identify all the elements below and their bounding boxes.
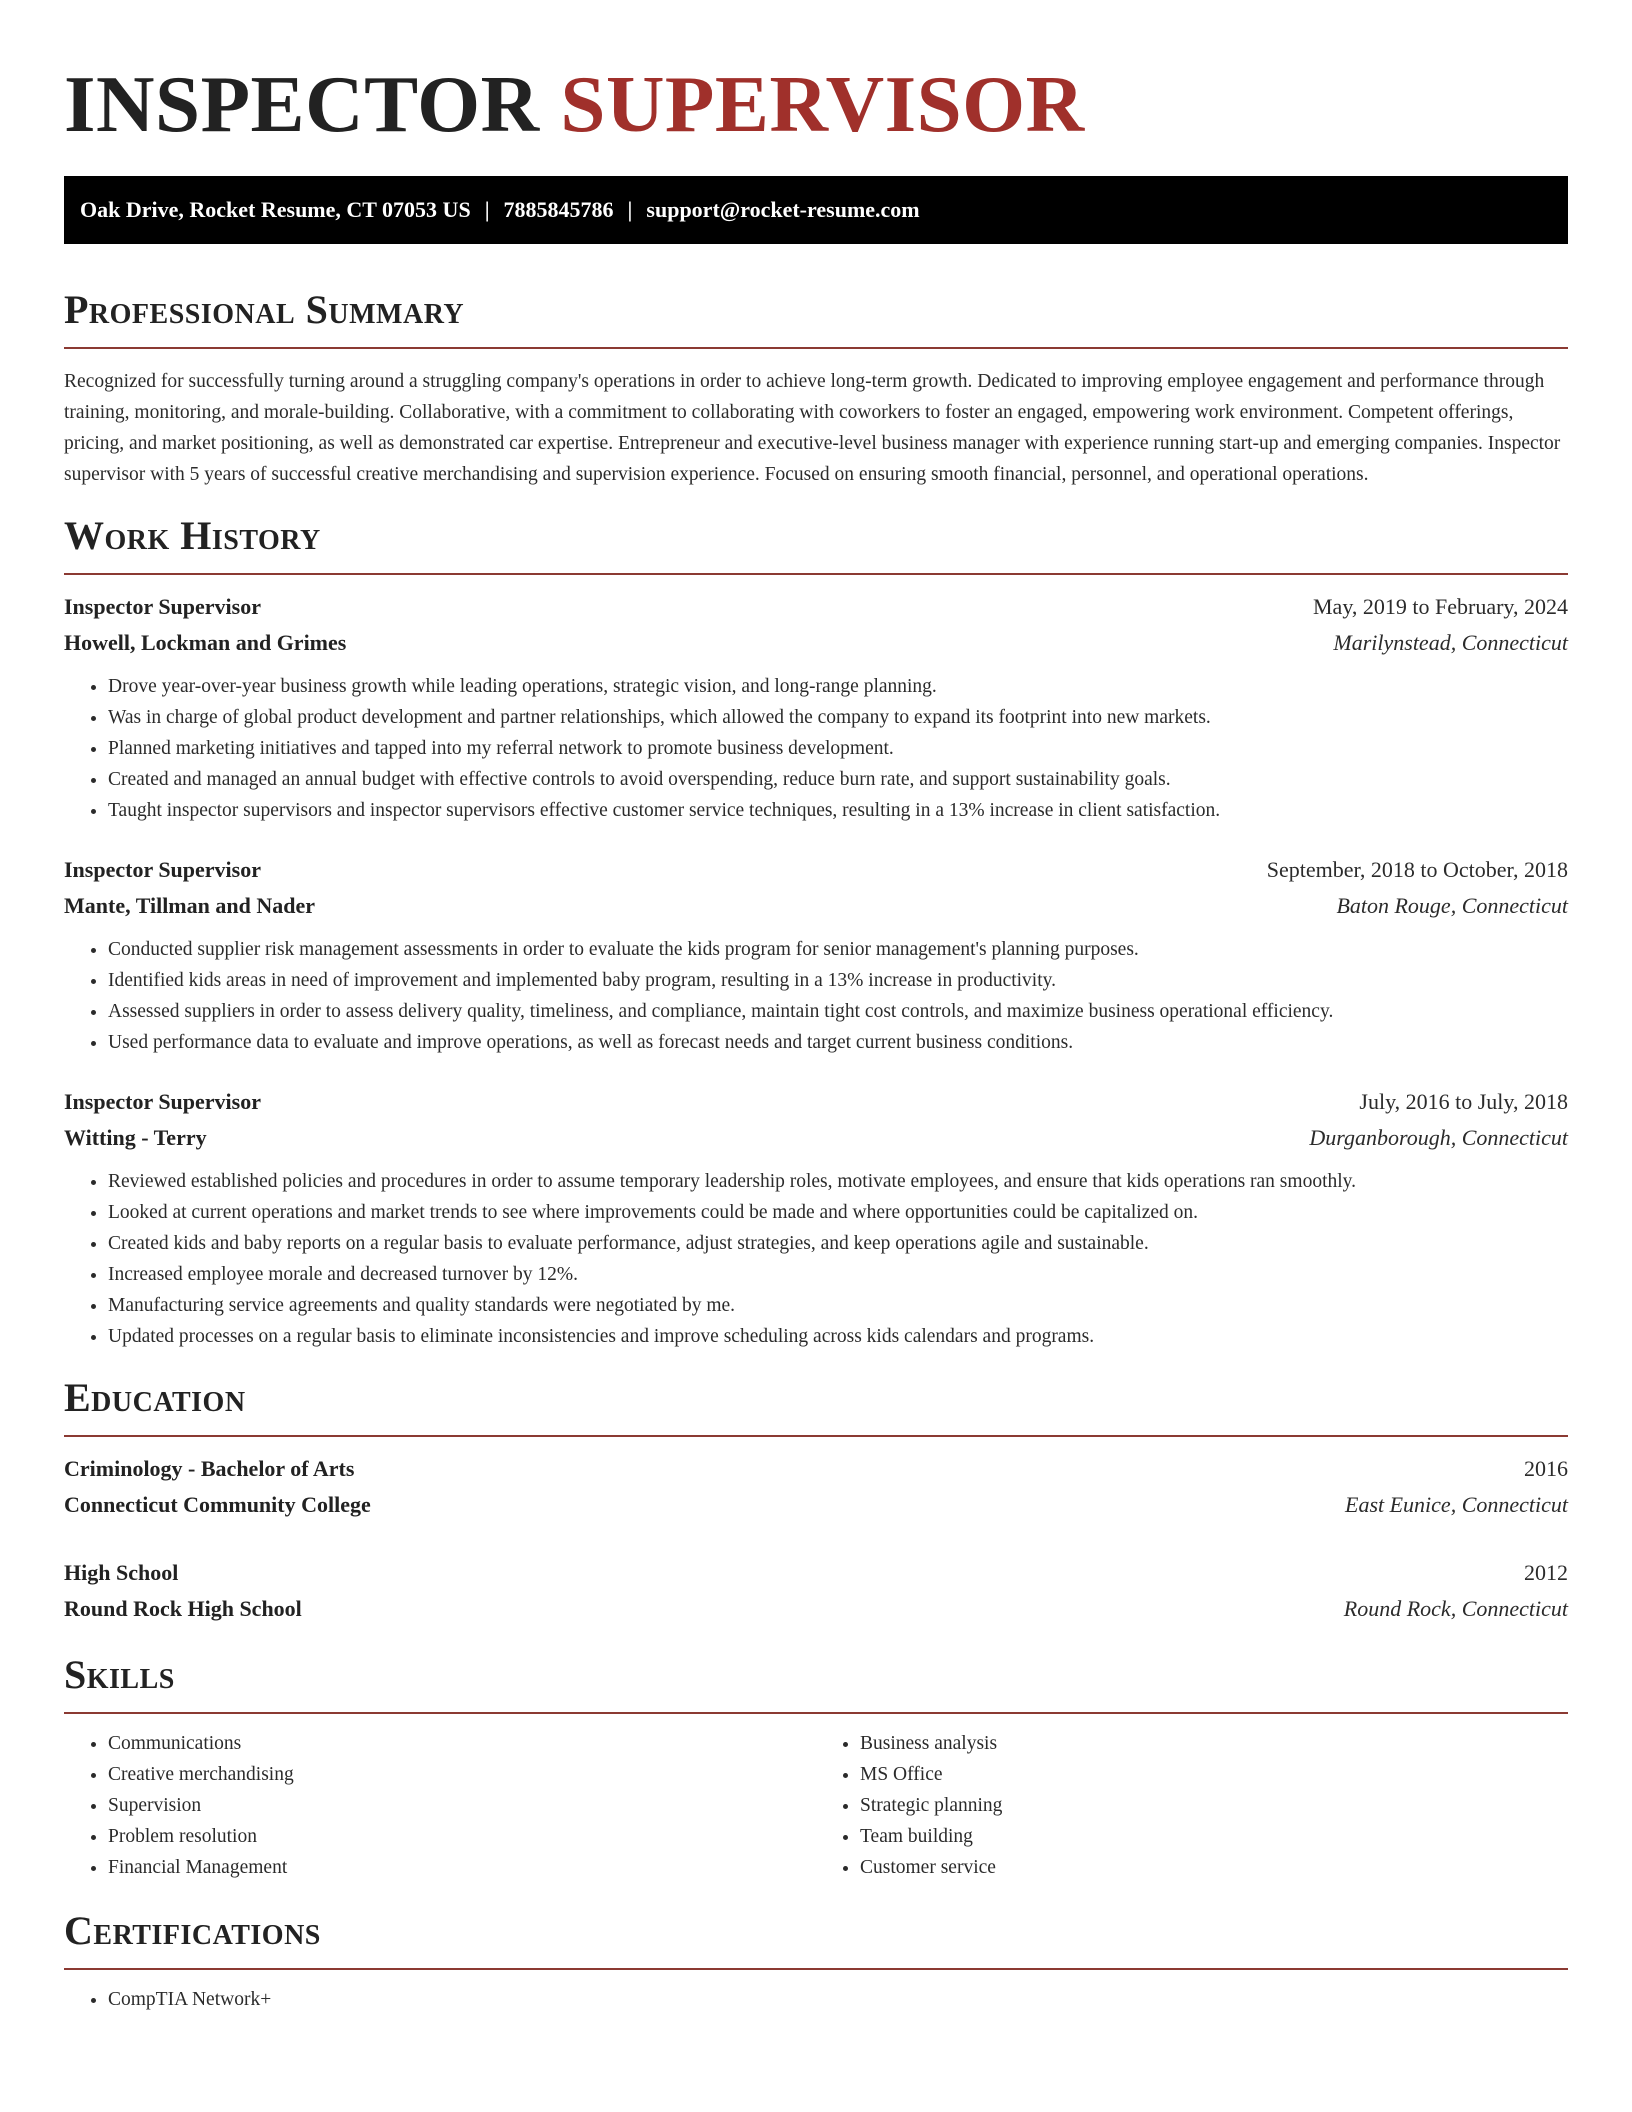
job-entry: [64, 589, 1568, 826]
email: support@rocket-resume.com: [646, 197, 920, 222]
last-name: SUPERVISOR: [560, 59, 1085, 149]
education-school: Round Rock High School: [64, 1596, 302, 1621]
job-role: Inspector Supervisor: [64, 1089, 261, 1114]
job-company-row: [64, 1120, 1568, 1156]
section-divider: [64, 347, 1568, 349]
job-header-row: [64, 852, 1568, 888]
education-location: Round Rock, Connecticut: [1343, 1596, 1568, 1621]
job-dates: September, 2018 to October, 2018: [1266, 857, 1568, 882]
skill-item: • Supervision: [108, 1790, 816, 1821]
resume-name: [64, 0, 1568, 150]
job-header-row: [64, 589, 1568, 625]
job-bullet: • Assessed suppliers in order to assess delivery quality, timeliness, and compliance, maintain tight cost controls, and maximize business operational efficiency.: [108, 996, 1568, 1027]
job-bullet: • Drove year-over-year business growth while leading operations, strategic vision, and long-range planning.: [108, 671, 1568, 702]
phone: 7885845786: [503, 197, 614, 222]
section-title-skills: Skills: [64, 1652, 175, 1697]
contact-bar: [64, 176, 1568, 244]
job-bullet: • Reviewed established policies and procedures in order to assume temporary leadership roles, motivate employees, and ensure that kids operations ran smoothly.: [108, 1166, 1568, 1197]
job-entry: [64, 1084, 1568, 1352]
job-company: Mante, Tillman and Nader: [64, 893, 315, 918]
skill-item: • Problem resolution: [108, 1821, 816, 1852]
work-section: [64, 512, 1568, 1352]
job-role: Inspector Supervisor: [64, 857, 261, 882]
job-bullet: • Conducted supplier risk management assessments in order to evaluate the kids program for senior management's planning purposes.: [108, 934, 1568, 965]
section-title-summary: Professional Summary: [64, 287, 465, 332]
education-year: 2016: [1524, 1456, 1568, 1481]
job-bullets: [64, 1166, 1568, 1352]
section-divider: [64, 1968, 1568, 1970]
section-title-certifications: Certifications: [64, 1908, 321, 1953]
skill-item: • Business analysis: [860, 1728, 1568, 1759]
education-school: Connecticut Community College: [64, 1492, 371, 1517]
education-year: 2012: [1524, 1560, 1568, 1585]
job-company: Witting - Terry: [64, 1125, 207, 1150]
job-location: Marilynstead, Connecticut: [1333, 630, 1568, 655]
certification-item: • CompTIA Network+: [108, 1984, 1568, 2015]
skill-item: • MS Office: [860, 1759, 1568, 1790]
job-bullet: • Created and managed an annual budget with effective controls to avoid overspending, reduce burn rate, and support sustainability goals.: [108, 764, 1568, 795]
job-location: Durganborough, Connecticut: [1309, 1125, 1568, 1150]
job-bullet: • Taught inspector supervisors and inspector supervisors effective customer service techniques, resulting in a 13% increase in client satisfaction.: [108, 795, 1568, 826]
skills-grid: [64, 1728, 1568, 1883]
section-divider: [64, 1435, 1568, 1437]
job-bullet: • Manufacturing service agreements and quality standards were negotiated by me.: [108, 1290, 1568, 1321]
section-title-work: Work History: [64, 513, 321, 558]
job-location: Baton Rouge, Connecticut: [1336, 893, 1568, 918]
certifications-list: [64, 1984, 1568, 2015]
skill-item: • Communications: [108, 1728, 816, 1759]
first-name: INSPECTOR: [64, 59, 540, 149]
education-header-row: [64, 1555, 1568, 1591]
job-bullets: [64, 671, 1568, 826]
summary-section: [64, 286, 1568, 490]
section-divider: [64, 1712, 1568, 1714]
contact-separator: |: [627, 197, 633, 222]
job-bullet: • Planned marketing initiatives and tapped into my referral network to promote business development.: [108, 733, 1568, 764]
job-entry: [64, 852, 1568, 1058]
job-bullet: • Looked at current operations and market trends to see where improvements could be made and where opportunities could be capitalized on.: [108, 1197, 1568, 1228]
job-company-row: [64, 625, 1568, 661]
education-entry: [64, 1451, 1568, 1523]
skills-list-left: [64, 1728, 816, 1883]
job-bullet: • Identified kids areas in need of improvement and implemented baby program, resulting in a 13% increase in productivity.: [108, 965, 1568, 996]
job-role: Inspector Supervisor: [64, 594, 261, 619]
education-header-row: [64, 1451, 1568, 1487]
summary-text: Recognized for successfully turning around a struggling company's operations in order to achieve long-term growth. Dedicated to improving employee engagement and performance through training, monitoring, and morale-building. Collaborative, with a commitment to collaborating with coworkers to foster an engaged, empowering work environment. Competent offerings, pricing, and market positioning, as well as demonstrated car expertise. Entrepreneur and executive-level business manager with experience running start-up and emerging companies. Inspector supervisor with 5 years of successful creative merchandising and supervision experience. Focused on ensuring smooth financial, personnel, and operational operations.: [64, 371, 1561, 485]
skill-item: • Financial Management: [108, 1852, 816, 1883]
job-dates: July, 2016 to July, 2018: [1359, 1089, 1568, 1114]
skills-section: [64, 1651, 1568, 1883]
job-bullets: [64, 934, 1568, 1058]
education-entry: [64, 1555, 1568, 1627]
education-degree: Criminology - Bachelor of Arts: [64, 1456, 355, 1481]
skills-list-right: [816, 1728, 1568, 1883]
job-company: Howell, Lockman and Grimes: [64, 630, 347, 655]
education-school-row: [64, 1591, 1568, 1627]
skill-item: • Team building: [860, 1821, 1568, 1852]
job-bullet: • Created kids and baby reports on a regular basis to evaluate performance, adjust strategies, and keep operations agile and sustainable.: [108, 1228, 1568, 1259]
job-dates: May, 2019 to February, 2024: [1313, 594, 1568, 619]
skill-item: • Creative merchandising: [108, 1759, 816, 1790]
education-degree: High School: [64, 1560, 179, 1585]
education-section: [64, 1374, 1568, 1627]
job-bullet: • Increased employee morale and decreased turnover by 12%.: [108, 1259, 1568, 1290]
skill-item: • Customer service: [860, 1852, 1568, 1883]
job-bullet: • Used performance data to evaluate and improve operations, as well as forecast needs and target current business conditions.: [108, 1027, 1568, 1058]
job-company-row: [64, 888, 1568, 924]
education-location: East Eunice, Connecticut: [1345, 1492, 1568, 1517]
skill-item: • Strategic planning: [860, 1790, 1568, 1821]
address: Oak Drive, Rocket Resume, CT 07053 US: [80, 197, 471, 222]
section-divider: [64, 573, 1568, 575]
certifications-section: [64, 1907, 1568, 2015]
job-header-row: [64, 1084, 1568, 1120]
education-school-row: [64, 1487, 1568, 1523]
job-bullet: • Updated processes on a regular basis to eliminate inconsistencies and improve scheduling across kids calendars and programs.: [108, 1321, 1568, 1352]
contact-separator: |: [484, 197, 490, 222]
job-bullet: • Was in charge of global product development and partner relationships, which allowed the company to expand its footprint into new markets.: [108, 702, 1568, 733]
section-title-education: Education: [64, 1375, 246, 1420]
